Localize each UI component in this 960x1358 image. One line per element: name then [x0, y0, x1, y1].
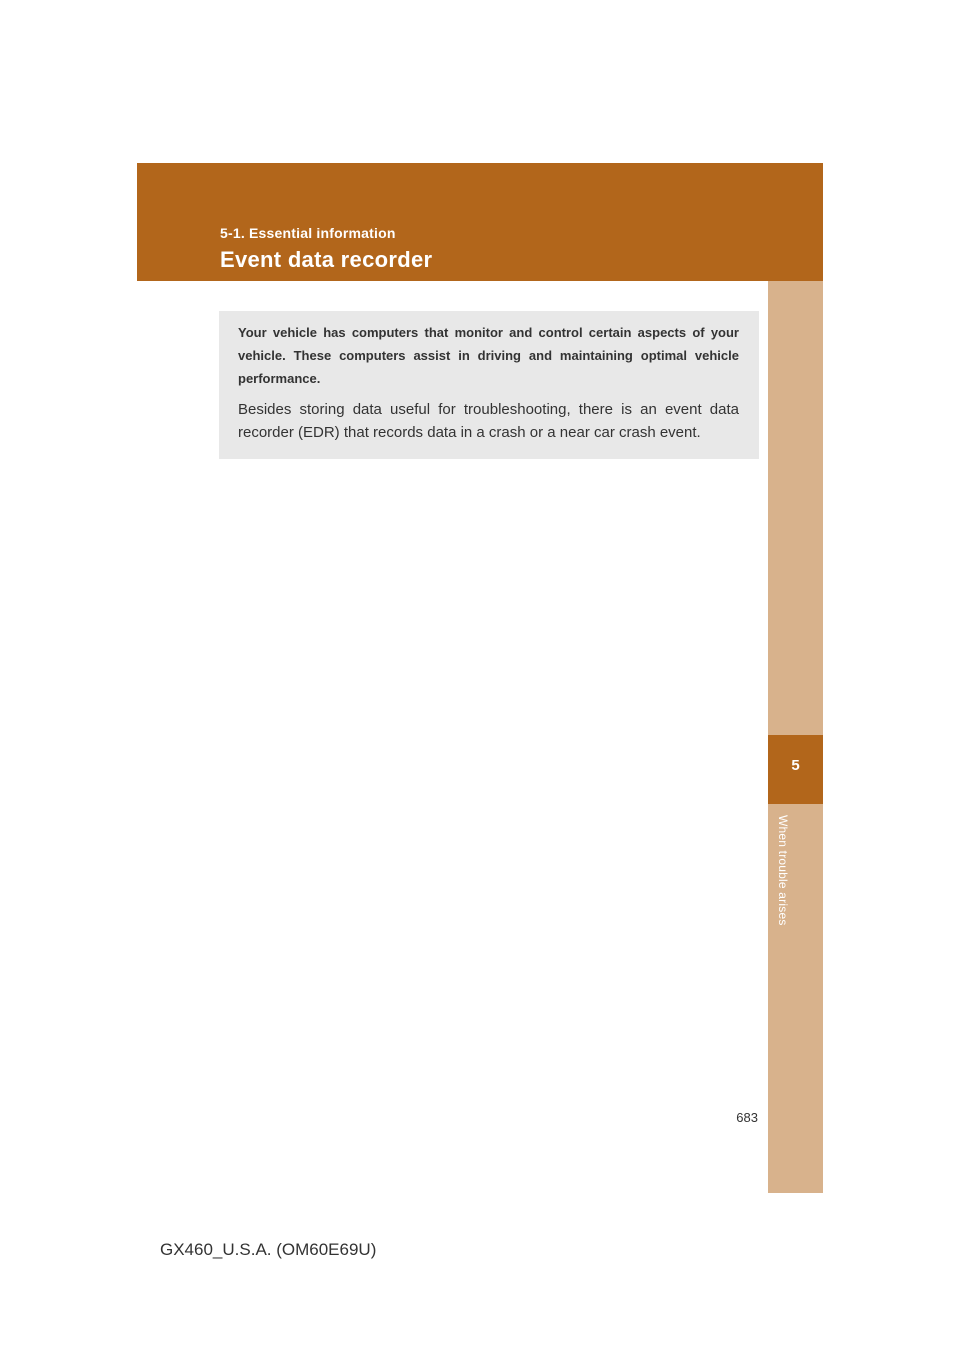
page-number: 683: [736, 1110, 758, 1125]
intro-box: [219, 311, 759, 459]
header-band: [137, 163, 823, 281]
chapter-title: When trouble arises: [776, 815, 790, 926]
intro-paragraph-2: Besides storing data useful for troubleshooting, there is an event data recorder (EDR) that records data in a crash or a near car crash event.: [238, 401, 739, 441]
intro-paragraph-1: Your vehicle has computers that monitor and control certain aspects of your vehicle. These computers assist in driving and maintaining optimal vehicle performance.: [238, 325, 739, 386]
chapter-number: 5: [791, 757, 800, 774]
page-title: Event data recorder: [220, 247, 433, 272]
section-label: 5-1. Essential information: [220, 225, 396, 241]
chapter-tab: [768, 735, 823, 804]
document-code: GX460_U.S.A. (OM60E69U): [160, 1240, 377, 1259]
